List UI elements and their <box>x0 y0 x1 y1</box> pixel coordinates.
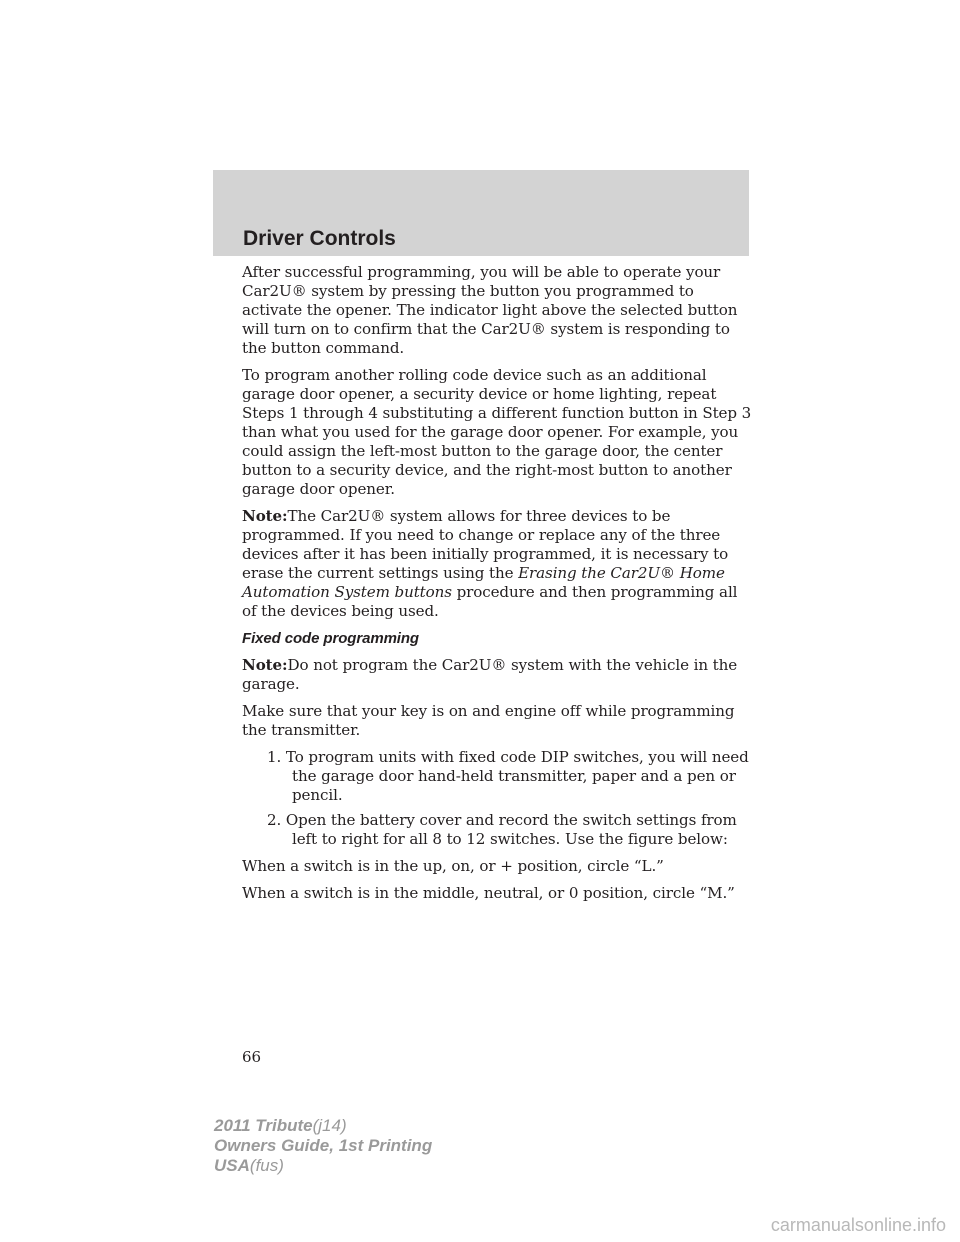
paragraph-key-on: Make sure that your key is on and engine off while programming the transmitter. <box>242 702 735 739</box>
footer-market: USA <box>214 1156 250 1175</box>
paragraph-after-programming: After successful programming, you will be able to operate your Car2U® system by pressing the button you programmed to activate the opener. The indicator light above the selected button will turn on to confirm that the Car2U® system is responding to the button command. <box>242 263 738 357</box>
note-procedure-reference: Erasing the Car2U® Home Automation System buttons <box>242 564 725 601</box>
note-label: Note: <box>242 656 288 674</box>
steps-list <box>242 748 752 849</box>
footer-model-code: (j14) <box>312 1116 347 1135</box>
section-title: Driver Controls <box>243 227 396 250</box>
note-label: Note: <box>242 507 288 525</box>
step-number: 1. <box>267 748 282 766</box>
section-header-band <box>213 170 749 256</box>
footer-line-printing: Owners Guide, 1st Printing <box>214 1136 433 1155</box>
step-item <box>242 748 752 805</box>
footer-market-code: (fus) <box>249 1156 284 1175</box>
footer-imprint <box>214 1116 432 1176</box>
footer-model: 2011 Tribute <box>214 1116 313 1135</box>
note-text: Do not program the Car2U® system with the vehicle in the garage. <box>242 656 738 693</box>
note-three-devices <box>242 507 752 621</box>
paragraph-switch-up: When a switch is in the up, on, or + position, circle “L.” <box>242 857 664 875</box>
step-text: To program units with fixed code DIP switches, you will need the garage door hand-held transmitter, paper and a pen or pencil. <box>285 748 749 804</box>
page-number: 66 <box>242 1048 262 1066</box>
footer-line-model <box>214 1116 432 1136</box>
note-garage-warning <box>242 656 752 694</box>
footer-line-market <box>214 1156 432 1176</box>
paragraph-additional-device: To program another rolling code device such as an additional garage door opener, a security device or home lighting, repeat Steps 1 through 4 substituting a different function button in Step 3 than what you used for the garage door opener. For example, you could assign the left-most button to the garage door, the center button to a security device, and the right-most button to another garage door opener. <box>242 366 752 498</box>
step-text: Open the battery cover and record the switch settings from left to right for all 8 to 12 switches. Use the figure below: <box>285 811 737 848</box>
note-text-end: procedure and then programming all of the devices being used. <box>242 583 738 620</box>
note-text: The Car2U® system allows for three devices to be programmed. If you need to change or replace any of the three devices after it has been initially programmed, it is necessary to erase the current settings using the <box>242 507 729 582</box>
watermark: carmanualsonline.info <box>770 1215 946 1235</box>
page-content <box>242 263 752 911</box>
subheading-fixed-code: Fixed code programming <box>242 630 419 647</box>
paragraph-switch-middle: When a switch is in the middle, neutral, or 0 position, circle “M.” <box>242 884 735 902</box>
step-number: 2. <box>267 811 282 829</box>
step-item <box>242 811 752 849</box>
